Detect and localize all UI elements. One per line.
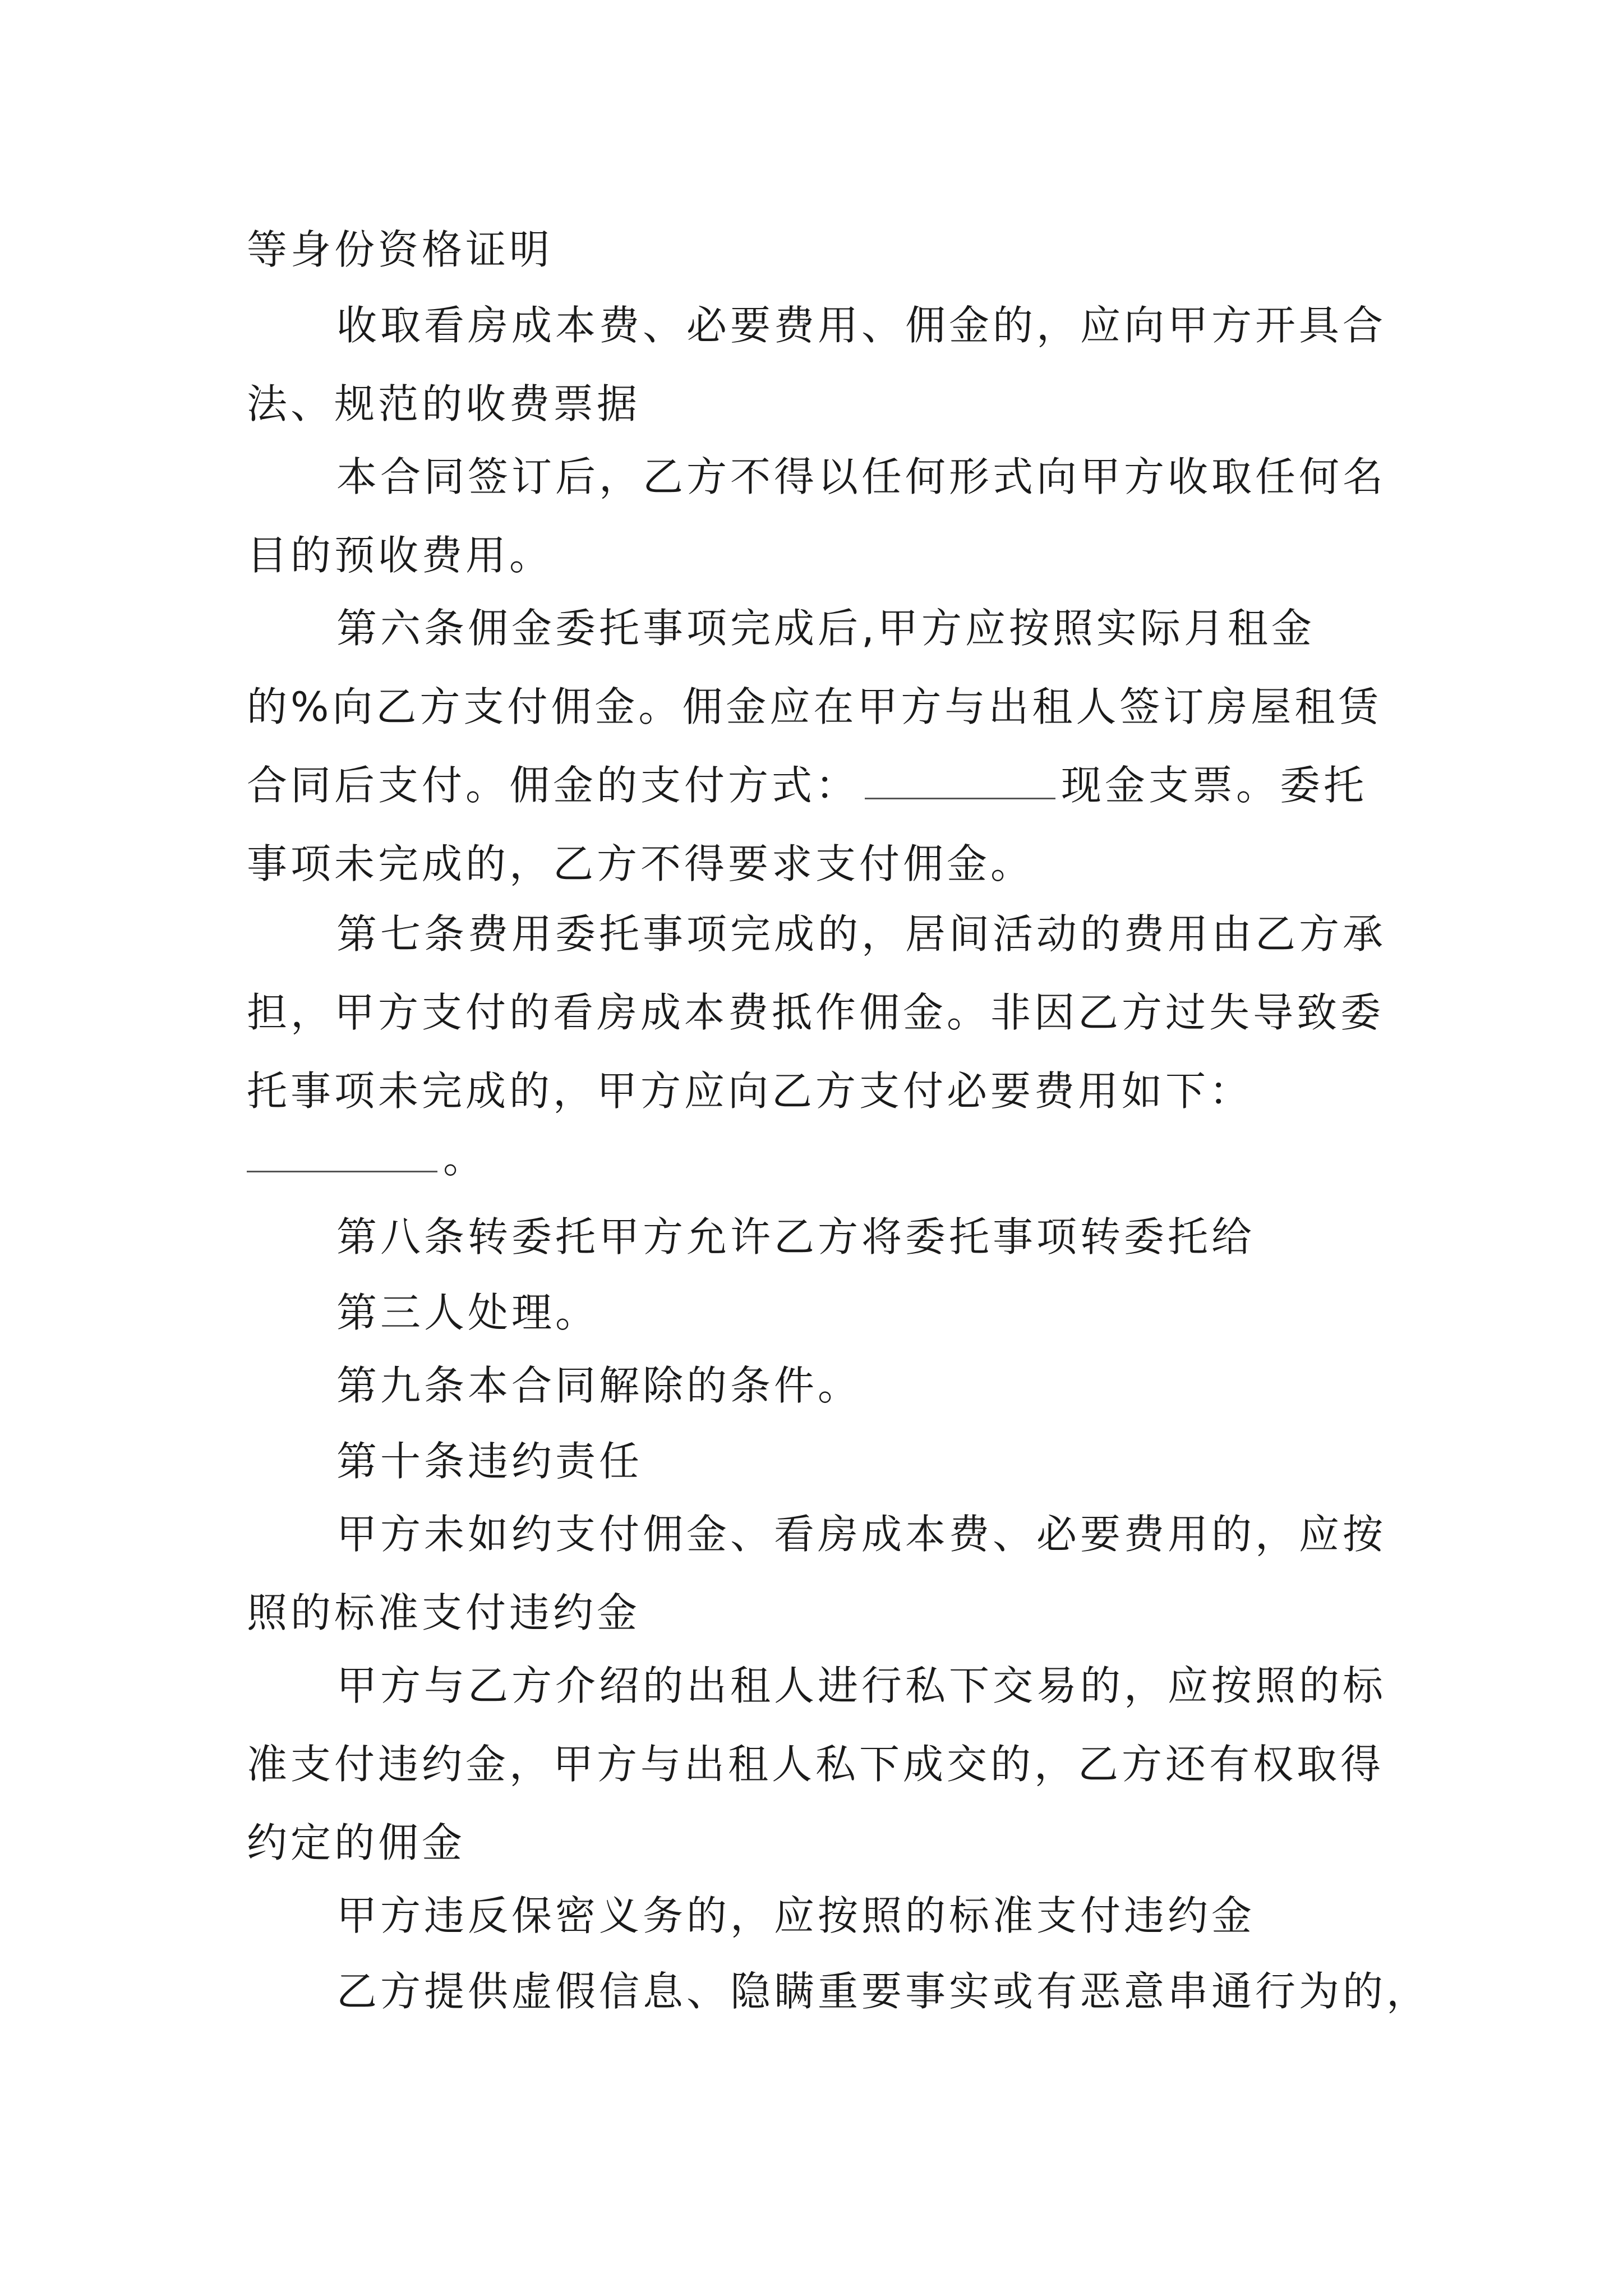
payment-method-blank [865, 764, 1055, 799]
paragraph-third-party: 第三人处理。 [336, 1289, 600, 1336]
paragraph-no-prepayment: 本合同签订后，乙方不得以任何形式向甲方收取任何名目的预收费用。 [247, 453, 1387, 579]
paragraph-party-b-false-info: 乙方提供虚假信息、隐瞒重要事实或有恶意串通行为的， [336, 1968, 1431, 2015]
paragraph-article-9-termination: 第九条本合同解除的条件。 [336, 1362, 862, 1409]
fees-blank-line [247, 1119, 487, 1198]
paragraph-article-6-commission [247, 589, 1391, 903]
fees-blank [247, 1137, 437, 1172]
article-6-text-a: 第六条佣金委托事项完成后,甲方应按照实际月租金的%向乙方支付佣金。佣金应在甲方与出租人签订房屋租赁合同后支付。佣金的支付方式： [247, 605, 1382, 809]
paragraph-identity-proof: 等身份资格证明 [247, 226, 554, 273]
paragraph-confidentiality-breach: 甲方违反保密义务的，应按照的标准支付违约金 [336, 1892, 1256, 1939]
paragraph-receipt: 收取看房成本费、必要费用、佣金的，应向甲方开具合法、规范的收费票据 [247, 302, 1387, 427]
fees-blank-period: 。 [443, 1135, 487, 1182]
paragraph-article-8-subdelegation: 第八条转委托甲方允许乙方将委托事项转委托给 [336, 1213, 1256, 1260]
paragraph-article-10-heading: 第十条违约责任 [336, 1438, 643, 1485]
paragraph-party-a-late-payment: 甲方未如约支付佣金、看房成本费、必要费用的，应按照的标准支付违约金 [247, 1511, 1387, 1636]
article-6-text-b: 现金支票。委托事项未完成的，乙方不得要求支付佣金。 [247, 762, 1368, 887]
paragraph-private-transaction: 甲方与乙方介绍的出租人进行私下交易的，应按照的标准支付违约金，甲方与出租人私下成交的，乙方还有权取得约定的佣金 [247, 1662, 1387, 1866]
paragraph-article-7-fees: 第七条费用委托事项完成的，居间活动的费用由乙方承担，甲方支付的看房成本费抵作佣金。非因乙方过失导致委托事项未完成的，甲方应向乙方支付必要费用如下： [247, 910, 1387, 1115]
